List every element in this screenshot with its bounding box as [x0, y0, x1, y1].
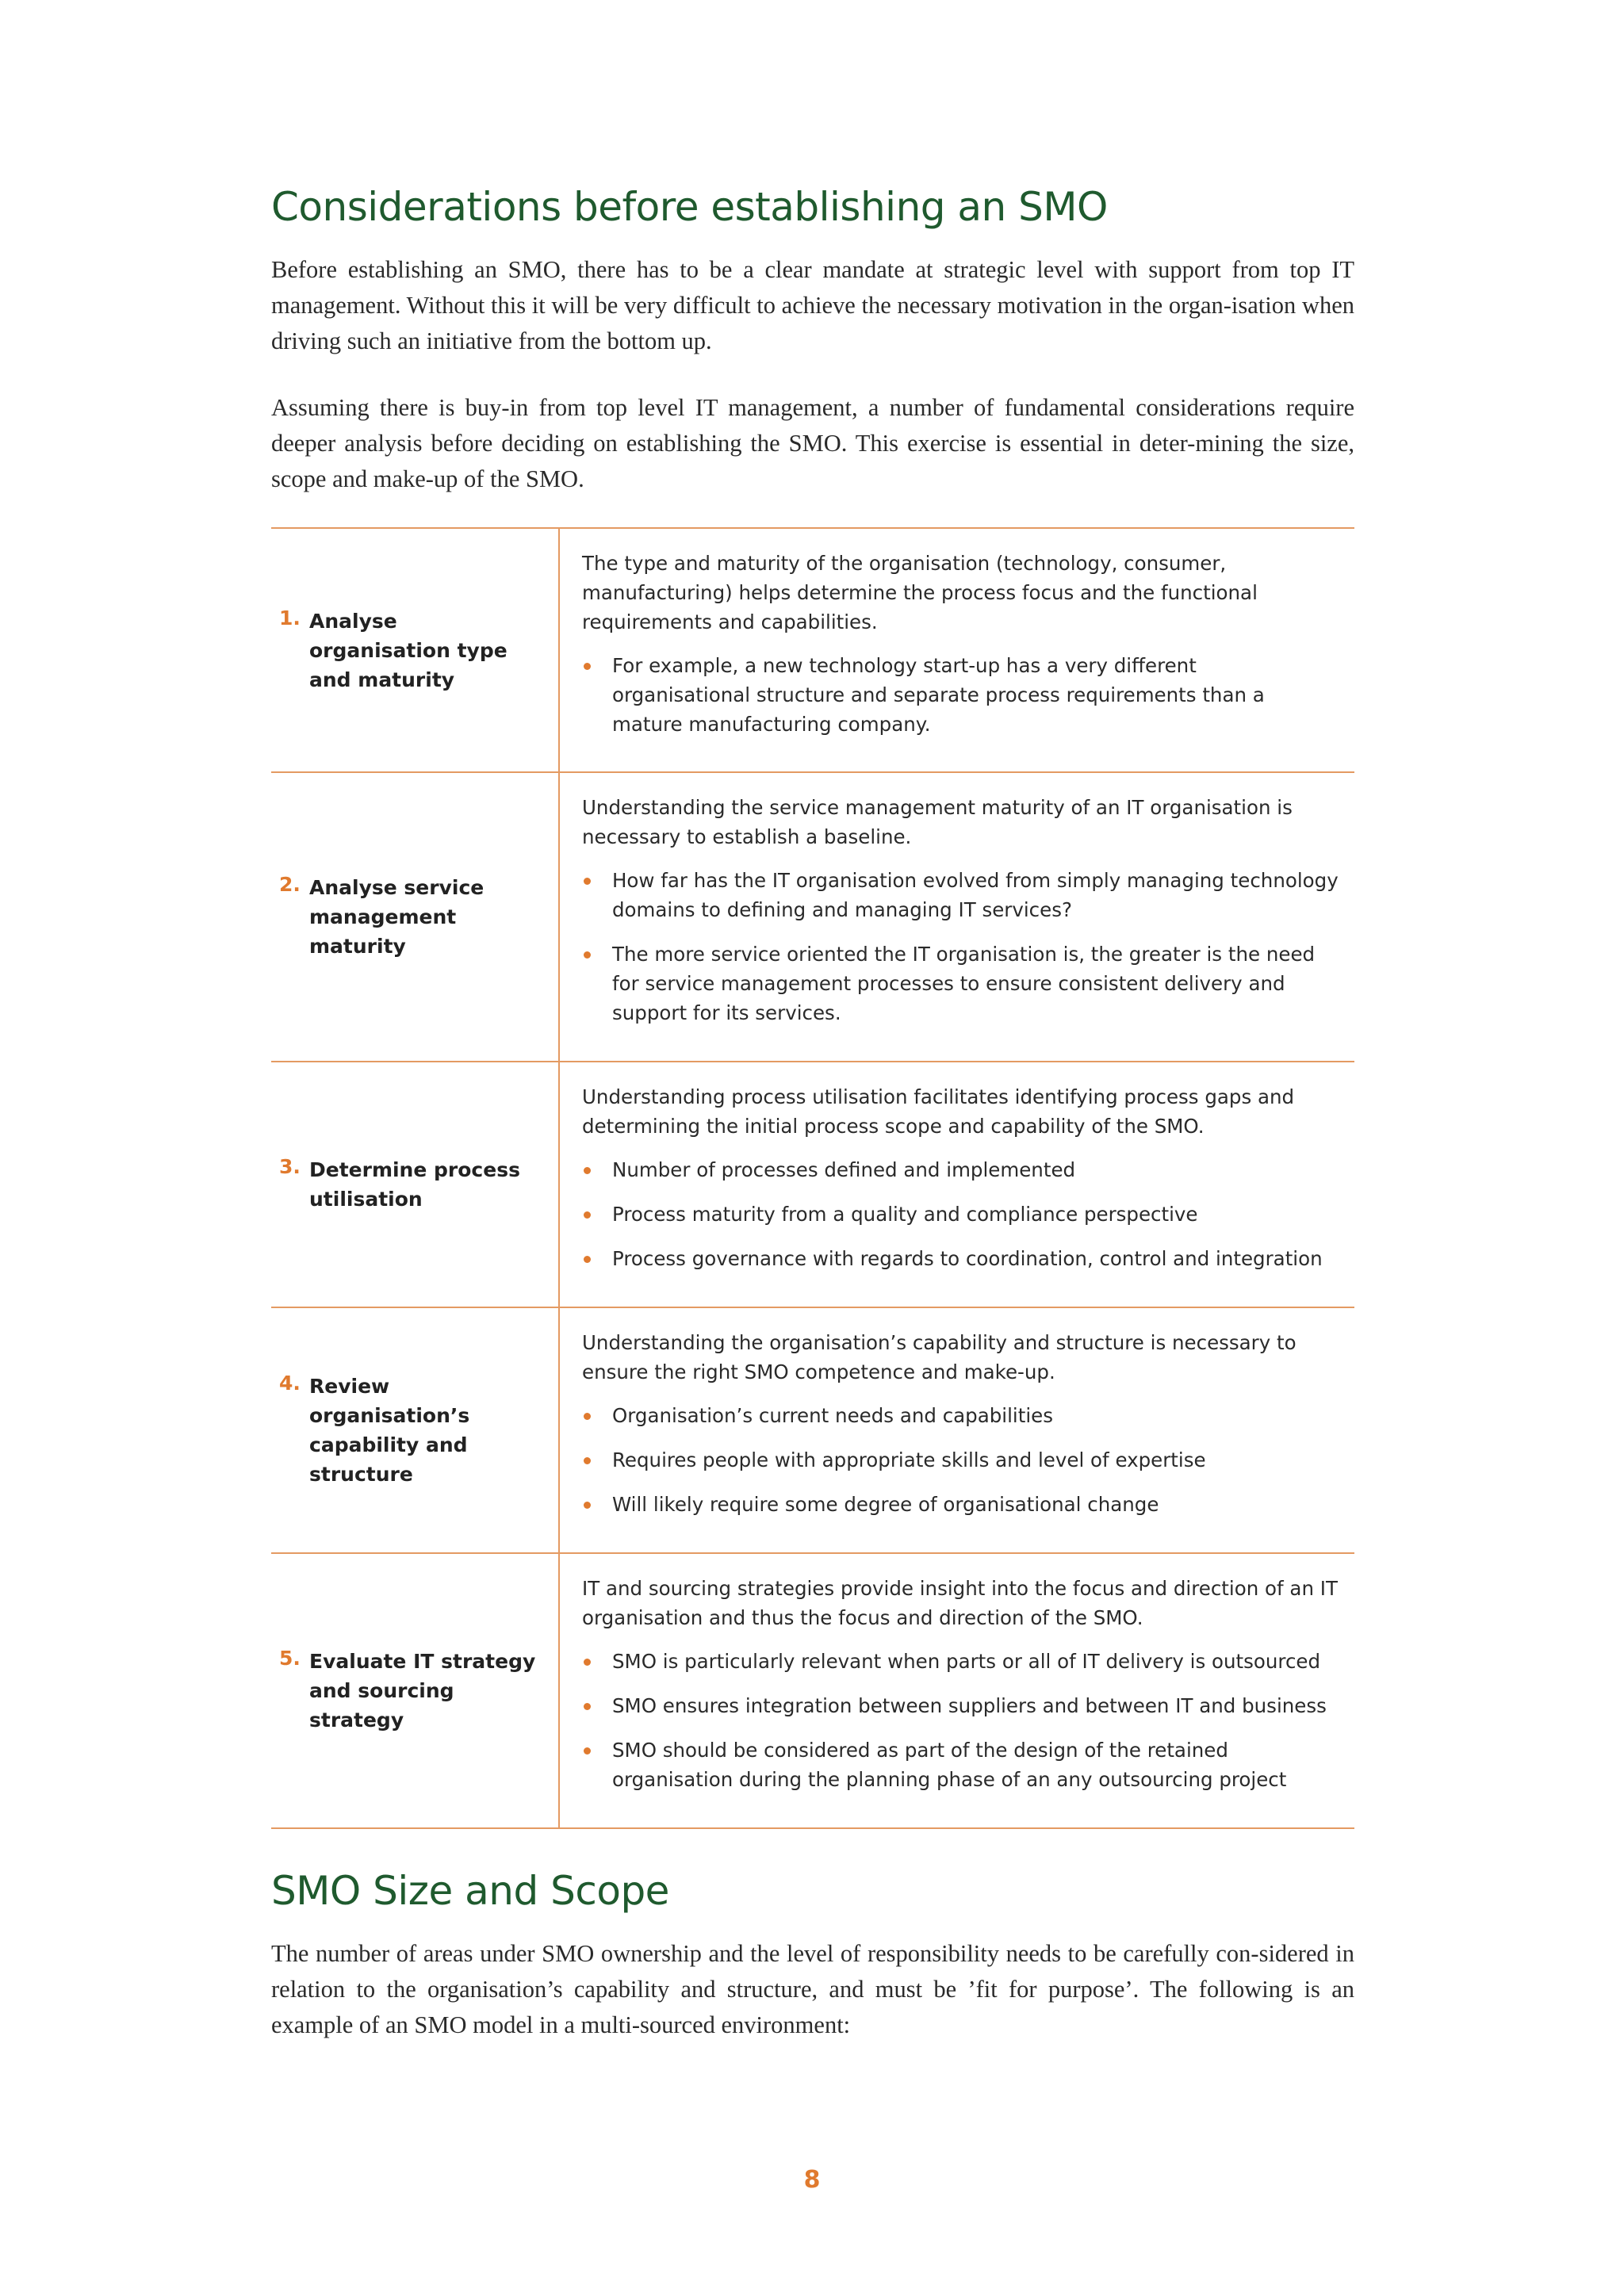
row-label-cell	[271, 1554, 560, 1827]
intro-paragraph-1: Before establishing an SMO, there has to be a clear mandate at strategic level with support from top IT management. Without this it will be very difficult to achieve the necessary motivation in the organ-isation when driving such an initiative from the bottom up.	[271, 256, 1354, 354]
bullet-icon	[584, 1211, 591, 1219]
size-scope-paragraph: The number of areas under SMO ownership and the level of responsibility needs to be carefully con-sidered in relation to the organisation’s capability and structure, and must be ’fit for purpose’. The following is an example of an SMO model in a multi-sourced environment:	[271, 1940, 1354, 2038]
row-label: Determine process utilisation	[309, 1158, 520, 1211]
row-number: 1.	[279, 606, 301, 629]
row-bullets	[582, 1401, 1339, 1519]
list-item: SMO ensures integration between suppliers and between IT and business	[582, 1691, 1339, 1720]
list-item: Requires people with appropriate skills and level of expertise	[582, 1445, 1339, 1475]
list-item: SMO is particularly relevant when parts or all of IT delivery is outsourced	[582, 1647, 1339, 1676]
row-intro: IT and sourcing strategies provide insight into the focus and direction of an IT organisation and thus the focus and direction of the SMO.	[582, 1577, 1338, 1629]
bullet-icon	[584, 1256, 591, 1263]
section-heading-considerations: Considerations before establishing an SMO	[271, 184, 1108, 230]
bullet-icon	[584, 663, 591, 670]
considerations-table	[271, 527, 1354, 1829]
row-label-cell	[271, 773, 560, 1061]
bullet-icon	[584, 1703, 591, 1710]
row-label-cell	[271, 529, 560, 771]
row-label: Review organisation’s capability and structure	[309, 1375, 470, 1486]
bullet-icon	[584, 1413, 591, 1420]
bullet-icon	[584, 1167, 591, 1174]
intro-paragraph-2: Assuming there is buy-in from top level IT management, a number of fundamental considerations require deeper analysis before deciding on establishing the SMO. This exercise is essential in deter-mining the size, scope and make-up of the SMO.	[271, 394, 1354, 492]
row-intro: Understanding the service management maturity of an IT organisation is necessary to establish a baseline.	[582, 796, 1293, 848]
row-detail-cell	[560, 529, 1354, 771]
table-row	[271, 529, 1354, 773]
list-item: Number of processes defined and implemented	[582, 1155, 1339, 1184]
row-label-cell	[271, 1062, 560, 1307]
row-intro: The type and maturity of the organisation (technology, consumer, manufacturing) helps determine the process focus and the functional requirements and capabilities.	[582, 552, 1258, 633]
list-item: SMO should be considered as part of the design of the retained organisation during the planning phase of an any outsourcing project	[582, 1735, 1339, 1794]
row-number: 2.	[279, 873, 301, 896]
list-item: Will likely require some degree of organisational change	[582, 1490, 1339, 1519]
list-item: Process maturity from a quality and compliance perspective	[582, 1200, 1339, 1229]
bullet-icon	[584, 1659, 591, 1666]
row-intro: Understanding the organisation’s capability and structure is necessary to ensure the right SMO competence and make-up.	[582, 1331, 1297, 1383]
row-bullets	[582, 866, 1339, 1027]
bullet-icon	[584, 1457, 591, 1464]
row-bullets	[582, 1647, 1339, 1794]
list-item: How far has the IT organisation evolved from simply managing technology domains to defining and managing IT services?	[582, 866, 1339, 924]
row-bullets	[582, 651, 1339, 739]
row-number: 5.	[279, 1647, 301, 1670]
list-item: The more service oriented the IT organisation is, the greater is the need for service management processes to ensure consistent delivery and support for its services.	[582, 939, 1339, 1027]
row-label: Analyse organisation type and maturity	[309, 609, 508, 691]
row-label: Analyse service management maturity	[309, 876, 485, 958]
row-number: 4.	[279, 1372, 301, 1395]
row-detail-cell	[560, 773, 1354, 1061]
bullet-icon	[584, 1747, 591, 1755]
row-number: 3.	[279, 1155, 301, 1178]
row-detail-cell	[560, 1062, 1354, 1307]
list-item: Organisation’s current needs and capabilities	[582, 1401, 1339, 1430]
row-detail-cell	[560, 1308, 1354, 1552]
bullet-icon	[584, 951, 591, 959]
table-row	[271, 1554, 1354, 1829]
section-heading-size-scope: SMO Size and Scope	[271, 1868, 669, 1914]
table-row	[271, 1062, 1354, 1308]
row-detail-cell	[560, 1554, 1354, 1827]
table-row	[271, 773, 1354, 1062]
row-intro: Understanding process utilisation facilitates identifying process gaps and determining the initial process scope and capability of the SMO.	[582, 1085, 1295, 1138]
bullet-icon	[584, 1502, 591, 1509]
page-number: 8	[803, 2166, 821, 2194]
table-row	[271, 1308, 1354, 1554]
row-label-cell	[271, 1308, 560, 1552]
bullet-icon	[584, 878, 591, 885]
list-item: For example, a new technology start-up has a very different organisational structure and separate process requirements than a mature manufacturing company.	[582, 651, 1339, 739]
row-bullets	[582, 1155, 1339, 1273]
list-item: Process governance with regards to coordination, control and integration	[582, 1244, 1339, 1273]
row-label: Evaluate IT strategy and sourcing strategy	[309, 1650, 536, 1732]
